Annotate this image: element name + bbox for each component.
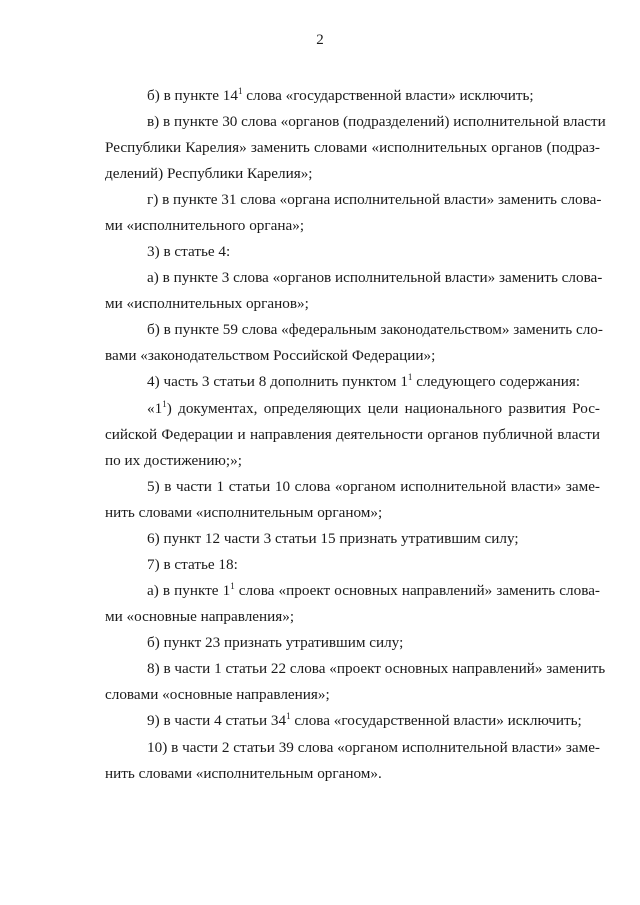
- text-line: [105, 425, 600, 445]
- text-line: [147, 86, 600, 106]
- text-run: Республики Карелия» заменить словами «исполнительных органов (подраз-: [105, 139, 600, 156]
- text-run: в) в пункте 30 слова «органов (подразделений) исполнительной власти: [147, 113, 606, 130]
- text-run: слова «проект основных направлений» заменить слова-: [234, 582, 600, 599]
- text-line: [105, 685, 600, 705]
- text-line: [105, 164, 600, 184]
- text-run: сийской Федерации и направления деятельности органов публичной власти: [105, 426, 600, 443]
- text-run: г) в пункте 31 слова «органа исполнительной власти» заменить слова-: [147, 191, 602, 208]
- text-line: [105, 346, 600, 366]
- text-run: 3) в статье 4:: [147, 243, 231, 260]
- text-run: «1: [147, 400, 163, 417]
- page-number: 2: [316, 32, 324, 48]
- text-run: слова «государственной власти» исключить;: [242, 87, 534, 104]
- text-line: [147, 190, 600, 210]
- text-line: [147, 581, 600, 601]
- text-line: [147, 633, 600, 653]
- superscript: 1: [162, 399, 167, 409]
- text-line: [105, 294, 600, 314]
- text-run: ми «исполнительных органов»;: [105, 295, 309, 312]
- text-run: по их достижению;»;: [105, 452, 242, 469]
- text-line: [105, 216, 600, 236]
- text-line: [147, 112, 606, 132]
- text-line: [147, 711, 600, 731]
- text-line: [105, 503, 600, 523]
- text-line: [105, 607, 600, 627]
- text-line: [147, 242, 600, 262]
- text-line: [147, 659, 606, 679]
- text-run: б) в пункте 59 слова «федеральным законодательством» заменить сло-: [147, 321, 603, 338]
- text-run: ми «основные направления»;: [105, 608, 295, 625]
- text-run: 4) часть 3 статьи 8 дополнить пунктом 1: [147, 373, 408, 390]
- superscript: 1: [237, 86, 243, 96]
- text-line: [147, 268, 603, 288]
- text-run: б) пункт 23 признать утратившим силу;: [147, 634, 404, 651]
- text-line: [147, 529, 600, 549]
- text-line: [147, 399, 600, 419]
- text-run: 8) в части 1 статьи 22 слова «проект основных направлений» заменить: [147, 660, 606, 677]
- text-run: делений) Республики Карелия»;: [105, 165, 313, 182]
- text-run: нить словами «исполнительным органом».: [105, 765, 382, 782]
- text-run: а) в пункте 3 слова «органов исполнительной власти» заменить слова-: [147, 269, 603, 286]
- text-line: [105, 451, 600, 471]
- text-run: а) в пункте 1: [147, 582, 231, 599]
- text-run: б) в пункте 14: [147, 87, 238, 104]
- text-run: 10) в части 2 статьи 39 слова «органом исполнительной власти» заме-: [147, 739, 600, 756]
- text-run: ) документах, определяющих цели национального развития Рос-: [166, 400, 600, 417]
- text-run: вами «законодательством Российской Федерации»;: [105, 347, 436, 364]
- text-run: словами «основные направления»;: [105, 686, 330, 703]
- text-line: [105, 138, 600, 158]
- text-run: слова «государственной власти» исключить;: [290, 712, 582, 729]
- text-line: [147, 738, 600, 758]
- text-run: ми «исполнительного органа»;: [105, 217, 305, 234]
- text-line: [147, 372, 600, 392]
- text-run: 7) в статье 18:: [147, 556, 238, 573]
- text-run: 6) пункт 12 части 3 статьи 15 признать утратившим силу;: [147, 530, 519, 547]
- superscript: 1: [286, 711, 291, 721]
- text-run: следующего содержания:: [412, 373, 581, 390]
- text-line: [105, 764, 600, 784]
- text-run: 9) в части 4 статьи 34: [147, 712, 287, 729]
- text-run: нить словами «исполнительным органом»;: [105, 504, 383, 521]
- text-line: [147, 477, 600, 497]
- superscript: 1: [230, 581, 235, 591]
- superscript: 1: [407, 372, 413, 382]
- text-line: [147, 320, 603, 340]
- text-run: 5) в части 1 статьи 10 слова «органом исполнительной власти» заме-: [147, 478, 600, 495]
- text-line: [147, 555, 600, 575]
